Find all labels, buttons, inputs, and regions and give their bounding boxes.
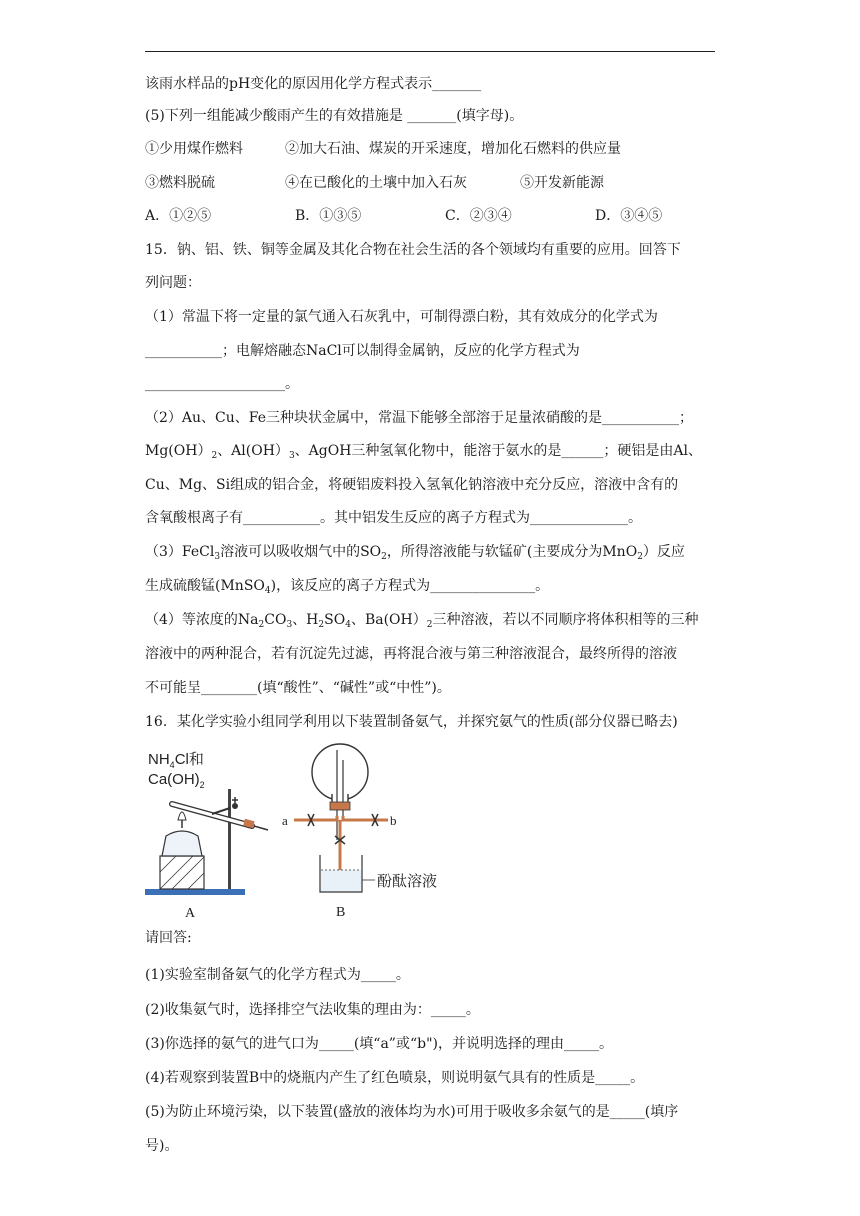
q15-part3-line2: 生成硫酸锰(MnSO$_4$)，该反应的离子方程式为_______________。 — [145, 578, 550, 596]
q15-part4-line3: 不可能呈________(填“酸性”、“碱性”或“中性”)。 — [145, 680, 451, 696]
q16-part2: (2)收集氨气时，选择排空气法收集的理由为：_____。 — [145, 1002, 480, 1018]
measure-2: ②加大石油、煤炭的开采速度，增加化石燃料的供应量 — [285, 141, 621, 157]
q16-part3: (3)你选择的氨气的进气口为_____(填“a”或“b")，并说明选择的理由_____。 — [145, 1036, 613, 1052]
q15-part1-blank: ____________________。 — [145, 376, 299, 392]
option-b: B．①③⑤ — [295, 208, 362, 224]
svg-text:Ca(OH)2: $Ca(OH)_2$ — [148, 771, 205, 790]
apparatus-b-figure — [280, 740, 450, 924]
option-c: C．②③④ — [445, 208, 512, 224]
question-16-title: 16．某化学实验小组同学利用以下装置制备氨气，并探究氨气的性质(部分仪器已略去) — [145, 714, 678, 730]
question-15-title-cont: 列问题： — [145, 275, 201, 291]
q15-part2-line4: 含氧酸根离子有___________。其中铝发生反应的离子方程式为______________。 — [145, 510, 642, 526]
svg-text:a: a — [282, 813, 288, 828]
q15-part4: （4）等浓度的$Na_2CO_3$、$H_2SO_4$、$Ba(OH)_2$三种溶液，若以不同顺序将体积相等的三种 — [145, 612, 699, 630]
option-a: A．①②⑤ — [145, 208, 212, 224]
top-rule — [145, 51, 715, 52]
q16-part5-cont: 号)。 — [145, 1138, 179, 1154]
svg-text:b: b — [390, 813, 397, 828]
q16-part5: (5)为防止环境污染，以下装置(盛放的液体均为水)可用于吸收多余氨气的是_____(填序 — [145, 1104, 679, 1120]
measure-4: ④在已酸化的土壤中加入石灰 — [285, 175, 467, 191]
q15-part4-line2: 溶液中的两种混合，若有沉淀先过滤，再将混合液与第三种溶液混合，最终所得的溶液 — [145, 646, 677, 662]
q15-part1-cont: ___________；电解熔融态NaCl可以制得金属钠，反应的化学方程式为 — [145, 343, 580, 359]
measure-3: ③燃料脱硫 — [145, 175, 215, 191]
svg-text:NH4Cl和: $NH_4Cl$和 — [148, 751, 204, 770]
q16-part4: (4)若观察到装置B中的烧瓶内产生了红色喷泉，则说明氨气具有的性质是_____。 — [145, 1070, 645, 1086]
question-5: (5)下列一组能减少酸雨产生的有效措施是 _______(填字母)。 — [145, 108, 524, 124]
q15-part2: （2）Au、Cu、Fe三种块状金属中，常温下能够全部溶于足量浓硝酸的是___________； — [145, 410, 693, 426]
q16-prompt: 请回答: — [145, 930, 192, 946]
q15-part1: （1）常温下将一定量的氯气通入石灰乳中，可制得漂白粉，其有效成分的化学式为 — [145, 309, 658, 325]
q16-part1: (1)实验室制备氨气的化学方程式为_____。 — [145, 967, 410, 983]
q15-part2-line3: Cu、Mg、Si组成的铝合金，将硬铝废料投入氢氧化钠溶液中充分反应，溶液中含有的 — [145, 477, 679, 493]
svg-text:A: A — [185, 906, 196, 921]
svg-text:B: B — [336, 905, 346, 920]
option-d: D．③④⑤ — [595, 208, 663, 224]
measure-5: ⑤开发新能源 — [520, 175, 604, 191]
measure-1: ①少用煤作燃料 — [145, 141, 243, 157]
text-line: 该雨水样品的pH变化的原因用化学方程式表示_______ — [145, 76, 482, 92]
apparatus-a-figure — [140, 744, 275, 924]
q15-part2-line2: $Mg(OH)_2$、$Al(OH)_3$、AgOH三种氢氧化物中，能溶于氨水的是______；硬铝是由Al、 — [145, 443, 703, 461]
svg-text:酚酞溶液: 酚酞溶液 — [377, 872, 438, 890]
q15-part3: （3）FeCl$_3$溶液可以吸收烟气中的$SO_2$，所得溶液能与软锰矿(主要成分为MnO$_2$）反应 — [145, 544, 685, 562]
question-15-title: 15．钠、铝、铁、铜等金属及其化合物在社会生活的各个领域均有重要的应用。回答下 — [145, 242, 681, 258]
